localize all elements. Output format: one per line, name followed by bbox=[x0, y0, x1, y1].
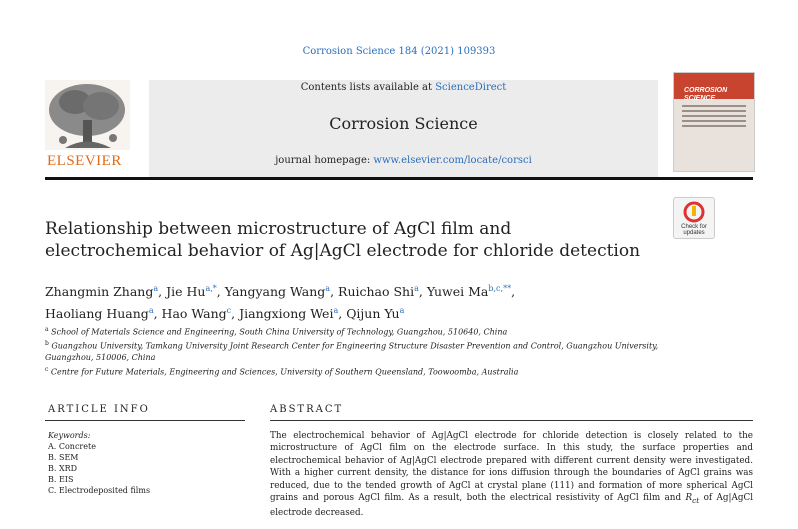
article-title: Relationship between microstructure of AgCl film and electrochemical behavior of Ag|AgCl electrode for chloride detection bbox=[45, 219, 641, 261]
abstract-heading: ABSTRACT bbox=[270, 404, 344, 415]
homepage-prefix: journal homepage: bbox=[275, 155, 374, 166]
affiliation: $^b$ Guangzhou University, Tamkang University Joint Research Center for Engineering Structure Disaster Prevention and Control, Guangzhou University, Guangzhou, 510006, China bbox=[45, 340, 659, 363]
check-updates-icon bbox=[683, 201, 705, 223]
journal-homepage-link[interactable]: www.elsevier.com/locate/corsci bbox=[373, 155, 532, 166]
sciencedirect-link[interactable]: ScienceDirect bbox=[435, 82, 507, 93]
cover-title bbox=[684, 87, 727, 103]
contents-line bbox=[149, 82, 658, 93]
homepage-line bbox=[149, 155, 658, 166]
author[interactable]: Yuwei $Ma^{b,c,**}$ bbox=[426, 284, 512, 300]
keyword: A. Concrete bbox=[48, 442, 96, 451]
author[interactable]: Hao Wang$^c$ bbox=[161, 306, 232, 322]
keyword: B. XRD bbox=[48, 464, 78, 473]
keywords-block bbox=[48, 430, 150, 496]
badge-line2: updates bbox=[683, 230, 705, 236]
rct-symbol: $R_{ct}$ bbox=[685, 493, 700, 505]
article-info-heading: ARTICLE INFO bbox=[48, 404, 150, 415]
author[interactable]: Qijun Yu$^a$ bbox=[346, 306, 405, 322]
author[interactable]: Yangyang Wang$^a$ bbox=[224, 284, 331, 300]
abstract-rule bbox=[270, 420, 753, 421]
author[interactable]: Haoliang Huang$^a$ bbox=[45, 306, 154, 322]
badge-line1: Check for bbox=[681, 224, 707, 230]
journal-name: Corrosion Science bbox=[329, 114, 478, 133]
cover-text-lines bbox=[682, 105, 746, 130]
journal-cover-image[interactable] bbox=[673, 72, 755, 172]
author[interactable]: Jie $Hu^{a,*}$ bbox=[166, 284, 217, 300]
journal-citation[interactable] bbox=[0, 46, 798, 57]
keyword: B. EIS bbox=[48, 475, 74, 484]
keywords-label: Keywords: bbox=[48, 431, 91, 440]
header-rule bbox=[45, 177, 753, 180]
affiliation: $^c$ Centre for Future Materials, Engineering and Sciences, University of Southern Queensland, Toowoomba, Australia bbox=[45, 365, 519, 377]
cover-title-line2: SCIENCE bbox=[684, 95, 716, 102]
contents-prefix: Contents lists available at bbox=[300, 82, 436, 93]
keyword: B. SEM bbox=[48, 453, 79, 462]
abstract-text: The electrochemical behavior of Ag|AgCl electrode for chloride detection is closely related to the microstructure of AgCl film on the electrode surface. In this study, the surface properties and electrochemical behavior of Ag|AgCl electrode prepared with different current density were investigated. With a higher current density, the distance for ions diffusion through the boundaries of AgCl grains was reduced, due to the tended growth of AgCl at crystal plane (111) and formation of more spherical AgCl grains and porous AgCl film. As a result, both the electrical resistivity of AgCl film and $R_{ct}$ of Ag|AgCl electrode decreased. bbox=[270, 431, 754, 519]
author[interactable]: Ruichao Shi$^a$ bbox=[338, 284, 419, 300]
elsevier-wordmark: ELSEVIER bbox=[47, 153, 122, 169]
author-list: Zhangmin Zhang$^a$, Jie $Hu^{a,*}$, Yangyang Wang$^a$, Ruichao Shi$^a$, Yuwei $Ma^{b,c,**}$, Haoliang Huang$^a$, Hao Wang$^c$, Jiangxiong Wei$^a$, Qijun Yu$^a$ bbox=[45, 284, 516, 322]
cover-title-line1: CORROSION bbox=[684, 87, 728, 94]
affiliation: $^a$ School of Materials Science and Engineering, South China University of Technology, Guangzhou, 510640, China bbox=[45, 326, 508, 337]
citation-link[interactable]: Corrosion Science 184 (2021) 109393 bbox=[302, 46, 496, 57]
article-info-rule bbox=[45, 420, 245, 421]
affiliation-list bbox=[45, 324, 665, 378]
keyword: C. Electrodeposited films bbox=[48, 486, 151, 495]
journal-banner bbox=[149, 80, 658, 178]
badge-text bbox=[674, 224, 714, 236]
author[interactable]: Zhangmin Zhang$^a$ bbox=[45, 284, 159, 300]
check-for-updates-badge[interactable] bbox=[673, 197, 715, 239]
author[interactable]: Jiangxiong Wei$^a$ bbox=[239, 306, 339, 322]
